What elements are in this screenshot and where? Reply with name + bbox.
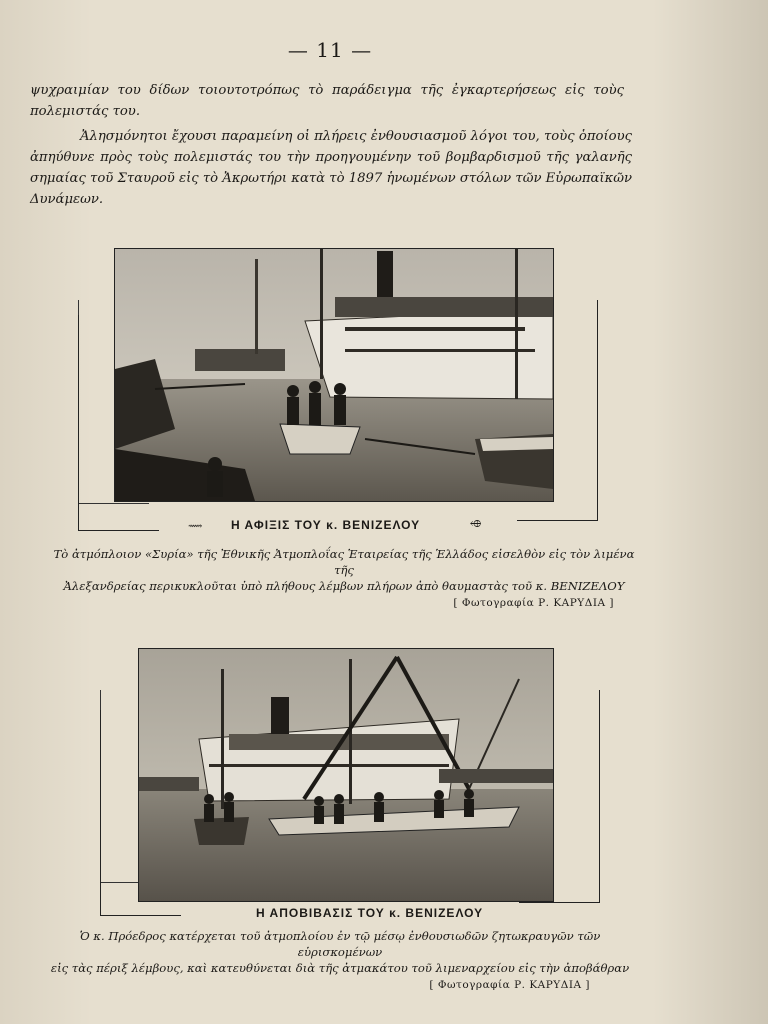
figure-2-credit: [ Φωτογραφία Ρ. ΚΑΡΥΔΙΑ ]: [429, 979, 590, 991]
figure-2-caption-line-2: εἰς τὰς πέριξ λέμβους, καὶ κατευθύνεται διὰ τῆς ἀτμακάτου τοῦ λιμεναρχείου εἰς τὴν ἀποβάθραν: [50, 961, 630, 975]
figure-2-title: Η ΑΠΟΒΙΒΑΣΙΣ ΤΟΥ κ. ΒΕΝΙΖΕΛΟΥ: [256, 906, 484, 920]
paragraph-2: Ἀλησμόνητοι ἔχουσι παραμείνη οἱ πλήρεις ἐνθουσιασμοῦ λόγοι του, τοὺς ὁποίους ἀπηύθυνε πρὸς τοὺς πολεμιστάς του τὴν προηγουμένην τοῦ βομβαρδισμοῦ τῆς γαλανῆς σημαίας τοῦ Σταυροῦ εἰς τὸ Ἀκρωτήρι κατὰ τὸ 1897 ἡνωμένων στόλων τῶν Εὐρωπαϊκῶν Δυνάμεων.: [30, 129, 632, 207]
paragraph-1: ψυχραιμίαν του δίδων τοιουτοτρόπως τὸ παράδειγμα τῆς ἐγκαρτερήσεως εἰς τοὺς πολεμιστάς του.: [30, 83, 624, 119]
page-number: — 11 —: [287, 38, 373, 62]
photo-ship-arrival: [114, 248, 554, 502]
photo-disembarkation: [138, 648, 554, 902]
figure-1-caption: [44, 546, 644, 611]
figure-1-caption-line-2: Ἀλεξανδρείας περικυκλοῦται ὑπὸ πλήθους λέμβων πλήρων ἀπὸ θαυμαστὰς τοῦ κ. ΒΕΝΙΖΕΛΟΥ: [63, 579, 625, 593]
ornament-left-icon: ⟿: [188, 521, 203, 532]
figure-2-caption: [40, 928, 640, 993]
ornament-right-icon: ⬲: [470, 519, 481, 530]
figure-1-title: Η ΑΦΙΞΙΣ ΤΟΥ κ. ΒΕΝΙΖΕΛΟΥ: [231, 518, 421, 532]
figure-1-credit: [ Φωτογραφία Ρ. ΚΑΡΥΔΙΑ ]: [453, 597, 614, 609]
figure-1-caption-line-1: Τὸ ἀτμόπλοιον «Συρία» τῆς Ἐθνικῆς Ἀτμοπλοΐας Ἑταιρείας τῆς Ἑλλάδος εἰσελθὸν εἰς τὸν λιμένα τῆς: [53, 547, 635, 577]
figure-2-caption-line-1: Ὁ κ. Πρόεδρος κατέρχεται τοῦ ἀτμοπλοίου ἐν τῷ μέσῳ ἐνθουσιωδῶν ζητωκραυγῶν τῶν εὑρισκομένων: [79, 929, 601, 959]
